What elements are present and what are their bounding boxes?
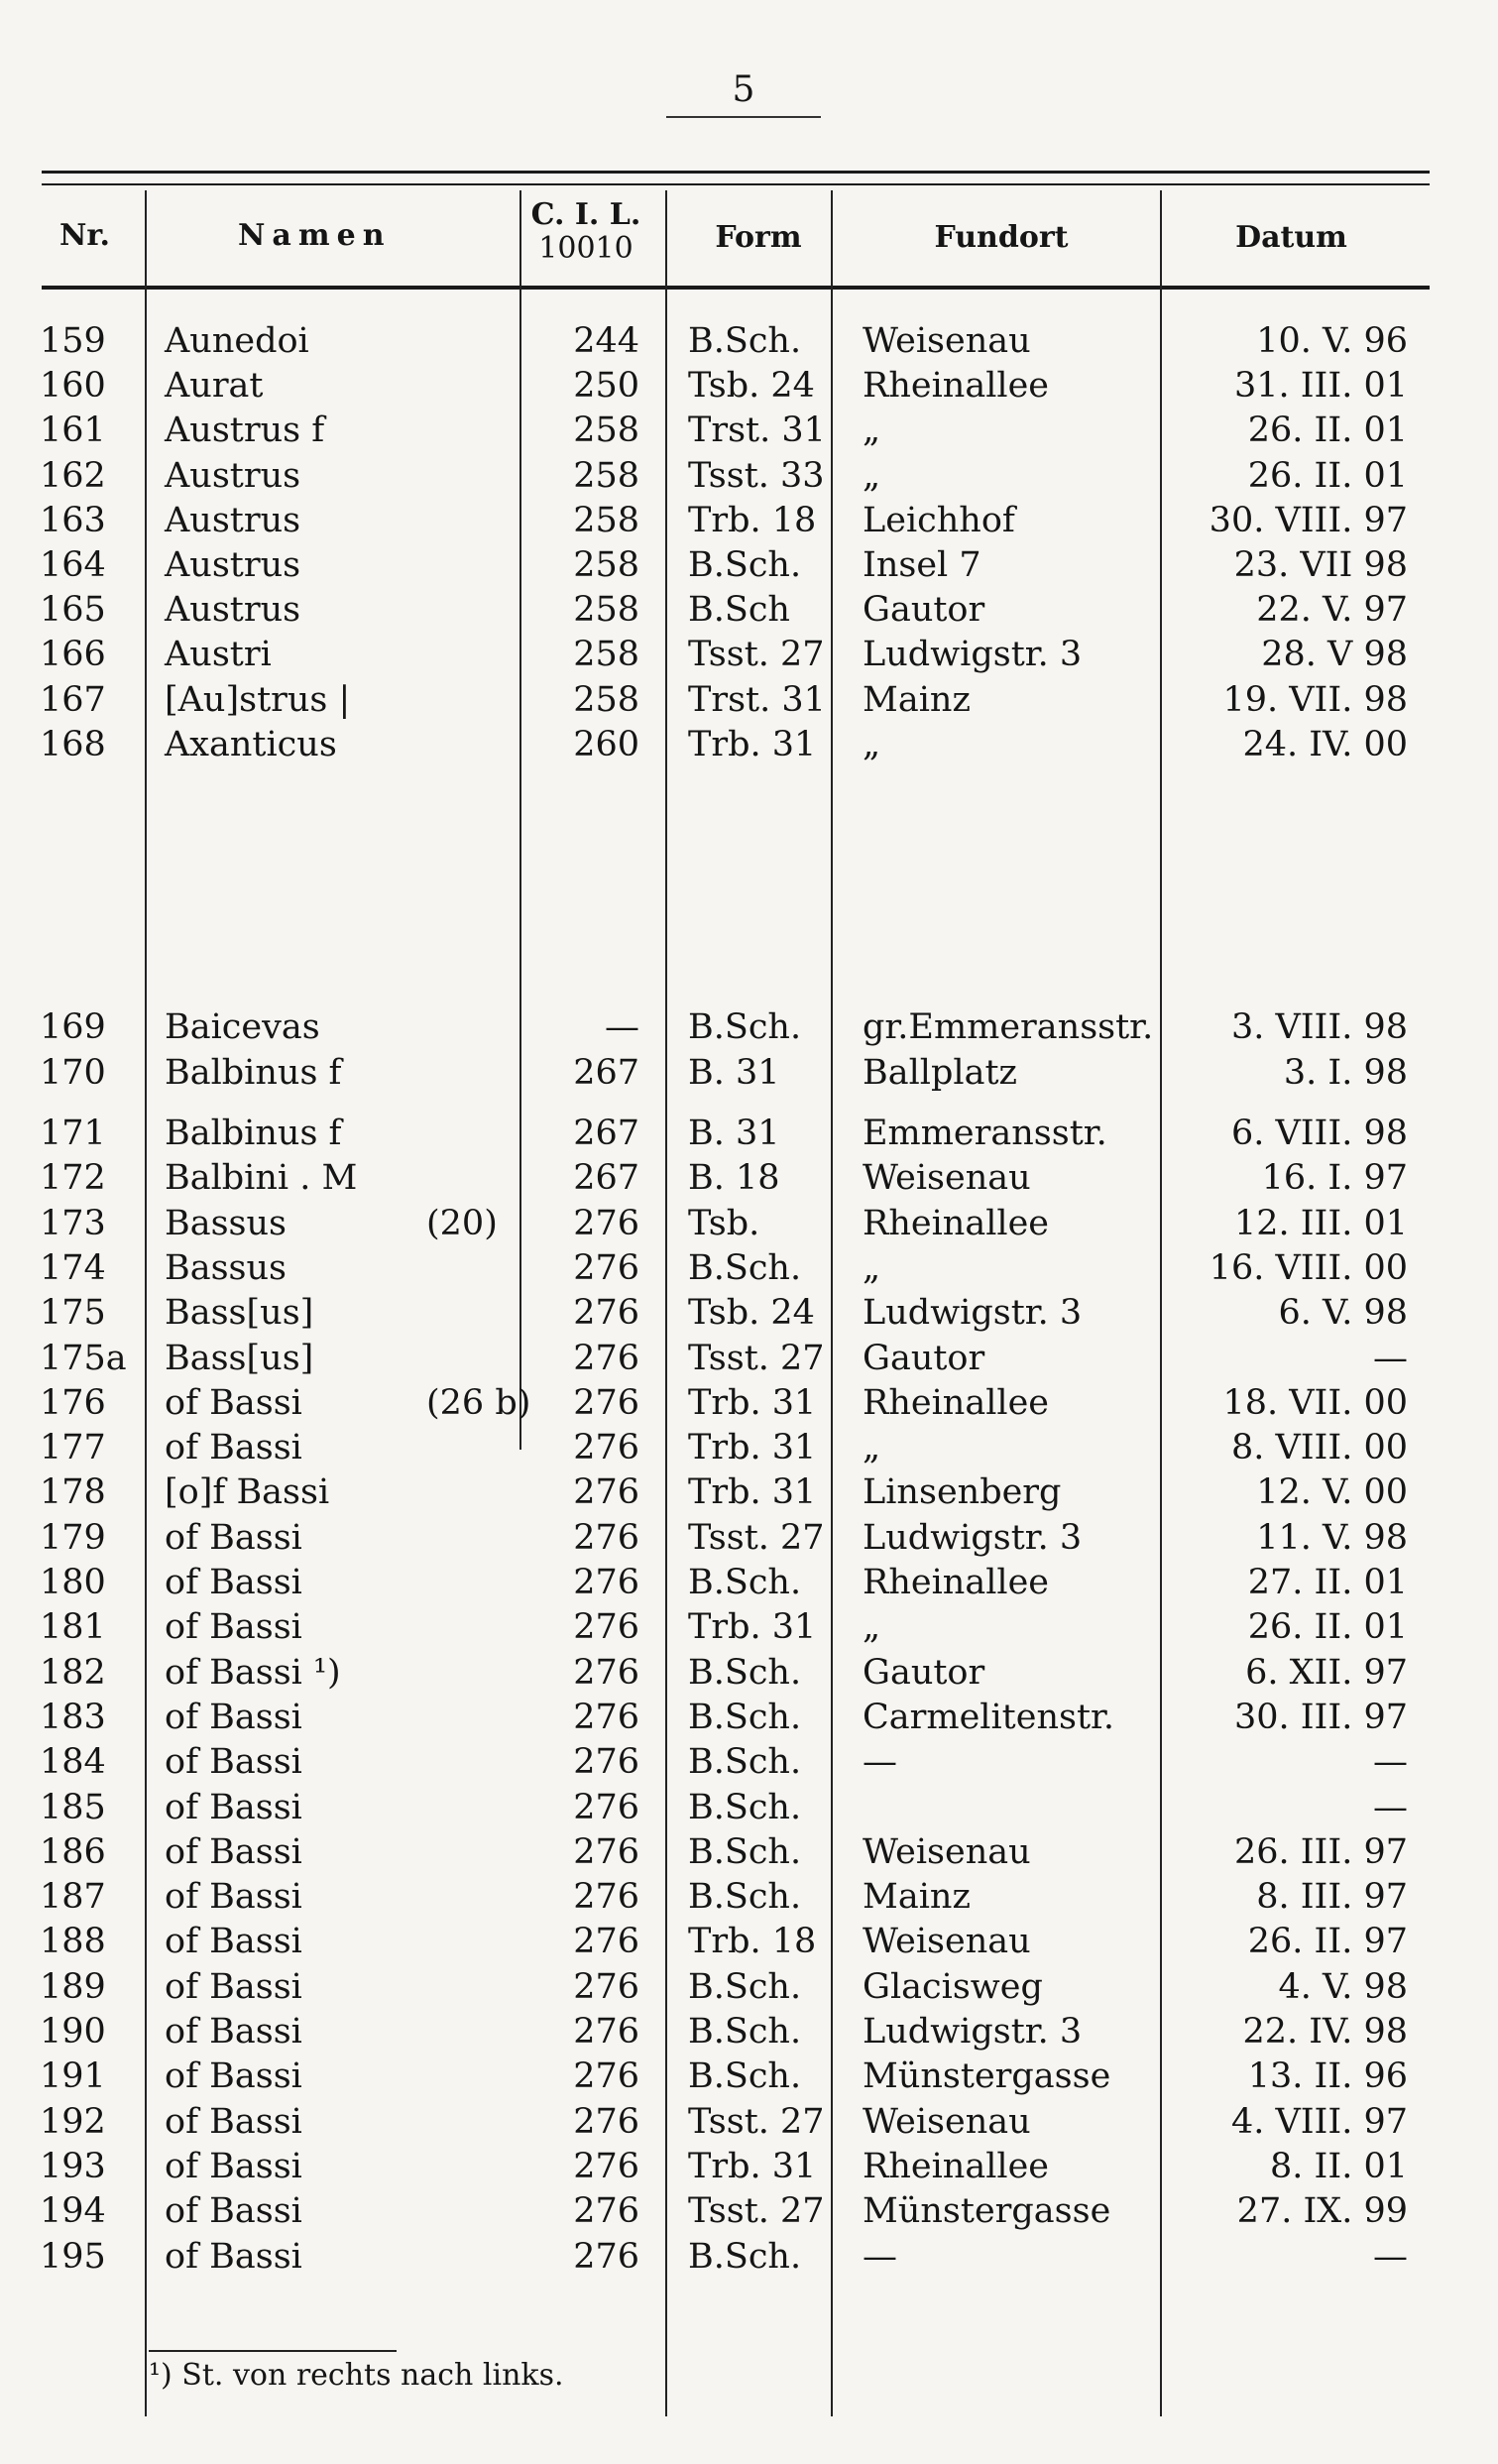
row-datum: — <box>1373 2237 1408 2277</box>
row-datum: 6. XII. 97 <box>1245 1653 1408 1693</box>
row-name: of Bassi <box>165 1518 302 1558</box>
row-cil: 267 <box>573 1114 639 1153</box>
row-fundort: Weisenau <box>863 321 1031 361</box>
row-cil: 276 <box>573 1383 639 1423</box>
table-row <box>0 1381 1498 1426</box>
row-number: 195 <box>40 2237 106 2277</box>
row-form: Tsst. 27 <box>688 1339 825 1378</box>
row-number: 159 <box>40 321 106 361</box>
row-datum: 22. V. 97 <box>1256 590 1408 630</box>
row-form: Trb. 18 <box>688 1922 817 1961</box>
row-form: B.Sch. <box>688 2237 802 2277</box>
row-fundort: gr.Emmeransstr. <box>863 1007 1154 1047</box>
row-name: of Bassi <box>165 2147 302 2186</box>
row-fundort: Emmeransstr. <box>863 1114 1107 1153</box>
row-datum: 12. III. 01 <box>1233 1204 1408 1243</box>
row-fundort: Ludwigstr. 3 <box>863 2012 1083 2052</box>
row-name: of Bassi <box>165 2237 302 2277</box>
row-number: 186 <box>40 1832 106 1872</box>
row-number: 168 <box>40 725 106 764</box>
row-fundort: Glacisweg <box>863 1967 1043 2007</box>
row-number: 191 <box>40 2056 106 2096</box>
row-name: Bass[us] <box>165 1293 314 1333</box>
row-name: [o]f Bassi <box>165 1472 330 1512</box>
row-fundort: Ludwigstr. 3 <box>863 1518 1083 1558</box>
column-header-cil <box>514 198 658 266</box>
row-number: 193 <box>40 2147 106 2186</box>
row-number: 187 <box>40 1877 106 1917</box>
table-row <box>0 678 1498 723</box>
page-number: 5 <box>732 69 755 110</box>
row-cil: 258 <box>573 635 639 674</box>
row-form: Tsst. 27 <box>688 2102 825 2142</box>
row-cil: 276 <box>573 1518 639 1558</box>
row-datum: 26. II. 01 <box>1247 411 1408 450</box>
row-number: 162 <box>40 456 106 496</box>
row-form: B. 31 <box>688 1053 780 1093</box>
row-name: Aunedoi <box>165 321 309 361</box>
row-number: 177 <box>40 1428 106 1467</box>
row-cil: 276 <box>573 1204 639 1243</box>
table-row <box>0 1005 1498 1050</box>
row-datum: 4. VIII. 97 <box>1230 2102 1408 2142</box>
row-fundort: Weisenau <box>863 1832 1031 1872</box>
table-row <box>0 1202 1498 1246</box>
table-row <box>0 1561 1498 1605</box>
row-form: B.Sch. <box>688 1832 802 1872</box>
row-number: 161 <box>40 411 106 450</box>
row-datum: 8. II. 01 <box>1270 2147 1408 2186</box>
row-datum: 26. II. 01 <box>1247 1607 1408 1647</box>
table-row <box>0 409 1498 453</box>
row-cil: 276 <box>573 1832 639 1872</box>
row-datum: 3. I. 98 <box>1283 1053 1408 1093</box>
table-row <box>0 2235 1498 2280</box>
row-note: (26 b) <box>426 1383 531 1423</box>
table-row <box>0 364 1498 409</box>
row-cil: 276 <box>573 1967 639 2007</box>
row-cil: 276 <box>573 1428 639 1467</box>
row-cil: 258 <box>573 501 639 540</box>
row-fundort: Münstergasse <box>863 2191 1111 2231</box>
row-name: of Bassi <box>165 1428 302 1467</box>
row-number: 181 <box>40 1607 106 1647</box>
cil-volume: 10010 <box>538 231 634 266</box>
row-number: 175 <box>40 1293 106 1333</box>
row-name: of Bassi <box>165 1877 302 1917</box>
row-number: 184 <box>40 1742 106 1782</box>
row-datum: 10. V. 96 <box>1256 321 1408 361</box>
row-cil: 276 <box>573 1563 639 1602</box>
row-datum: 3. VIII. 98 <box>1230 1007 1408 1047</box>
column-header-nr: Nr. <box>59 218 110 253</box>
table-row <box>0 1786 1498 1830</box>
row-number: 192 <box>40 2102 106 2142</box>
row-form: Trb. 31 <box>688 2147 817 2186</box>
row-name: of Bassi <box>165 1967 302 2007</box>
row-cil: 258 <box>573 411 639 450</box>
row-name: of Bassi <box>165 1922 302 1961</box>
row-name: of Bassi <box>165 2012 302 2052</box>
row-datum: 16. VIII. 00 <box>1209 1248 1408 1288</box>
page-number-rule <box>666 116 821 118</box>
row-cil: 260 <box>573 725 639 764</box>
row-cil: 267 <box>573 1053 639 1093</box>
row-cil: 276 <box>573 1698 639 1737</box>
table-row <box>0 499 1498 543</box>
row-datum: 27. IX. 99 <box>1236 2191 1408 2231</box>
row-name: Austrus <box>165 590 301 630</box>
row-form: B.Sch. <box>688 1248 802 1288</box>
table-row <box>0 2145 1498 2189</box>
table-row <box>0 2010 1498 2054</box>
row-cil: 276 <box>573 2237 639 2277</box>
row-cil: 258 <box>573 545 639 585</box>
table-row <box>0 1337 1498 1381</box>
row-fundort: Ballplatz <box>863 1053 1017 1093</box>
table-row <box>0 1156 1498 1201</box>
row-number: 185 <box>40 1788 106 1827</box>
row-name: Aurat <box>165 366 264 406</box>
row-form: Trb. 18 <box>688 501 817 540</box>
row-cil: 276 <box>573 1339 639 1378</box>
table-row <box>0 1920 1498 1964</box>
row-number: 164 <box>40 545 106 585</box>
table-row <box>0 2100 1498 2145</box>
row-datum: 24. IV. 00 <box>1242 725 1408 764</box>
row-datum: 22. IV. 98 <box>1242 2012 1408 2052</box>
row-form: Tsb. 24 <box>688 366 815 406</box>
row-fundort: Gautor <box>863 1653 985 1693</box>
row-number: 175a <box>40 1339 127 1378</box>
row-name: Bass[us] <box>165 1339 314 1378</box>
row-name: of Bassi <box>165 1563 302 1602</box>
row-form: Trb. 31 <box>688 725 817 764</box>
footnote: ¹) St. von rechts nach links. <box>149 2358 564 2393</box>
row-number: 172 <box>40 1158 106 1198</box>
row-form: B.Sch. <box>688 1967 802 2007</box>
row-datum: 23. VII 98 <box>1233 545 1408 585</box>
row-cil: 276 <box>573 1742 639 1782</box>
row-name: Balbinus f <box>165 1053 342 1093</box>
row-fundort: Ludwigstr. 3 <box>863 1293 1083 1333</box>
row-datum: 19. VII. 98 <box>1222 680 1408 720</box>
row-form: Tsb. <box>688 1204 760 1243</box>
row-number: 166 <box>40 635 106 674</box>
column-header-datum: Datum <box>1235 220 1347 255</box>
row-name: Baicevas <box>165 1007 320 1047</box>
row-cil: 276 <box>573 2191 639 2231</box>
row-fundort: Mainz <box>863 680 971 720</box>
row-fundort: Leichhof <box>863 501 1015 540</box>
row-form: Trb. 31 <box>688 1607 817 1647</box>
row-note: (20) <box>426 1204 498 1243</box>
row-number: 173 <box>40 1204 106 1243</box>
row-cil: 276 <box>573 1607 639 1647</box>
row-form: Trb. 31 <box>688 1428 817 1467</box>
table-row <box>0 1291 1498 1336</box>
row-cil: 276 <box>573 1788 639 1827</box>
row-number: 174 <box>40 1248 106 1288</box>
row-cil: 276 <box>573 1293 639 1333</box>
row-fundort: Rheinallee <box>863 1204 1050 1243</box>
column-header-fundort: Fundort <box>934 220 1069 255</box>
row-form: B.Sch. <box>688 1788 802 1827</box>
row-form: B. 31 <box>688 1114 780 1153</box>
table-row <box>0 543 1498 588</box>
row-number: 182 <box>40 1653 106 1693</box>
row-fundort: „ <box>863 456 881 496</box>
row-number: 178 <box>40 1472 106 1512</box>
row-fundort: Rheinallee <box>863 1563 1050 1602</box>
row-form: B. 18 <box>688 1158 780 1198</box>
row-fundort: Rheinallee <box>863 2147 1050 2186</box>
table-row <box>0 2189 1498 2234</box>
row-datum: 11. V. 98 <box>1256 1518 1408 1558</box>
row-fundort: Weisenau <box>863 1922 1031 1961</box>
row-name: of Bassi <box>165 2102 302 2142</box>
row-cil: 276 <box>573 1877 639 1917</box>
row-cil: 276 <box>573 1922 639 1961</box>
table-row <box>0 1470 1498 1515</box>
row-cil: 250 <box>573 366 639 406</box>
table-row <box>0 1051 1498 1096</box>
table-top-rule <box>42 171 1430 174</box>
row-cil: 276 <box>573 1248 639 1288</box>
row-form: B.Sch. <box>688 1007 802 1047</box>
table-row <box>0 723 1498 767</box>
table-row <box>0 1875 1498 1920</box>
row-datum: 18. VII. 00 <box>1222 1383 1408 1423</box>
row-name: of Bassi <box>165 2191 302 2231</box>
row-fundort: Ludwigstr. 3 <box>863 635 1083 674</box>
row-cil: 258 <box>573 680 639 720</box>
column-header-namen: Namen <box>238 218 392 253</box>
row-form: B.Sch. <box>688 1698 802 1737</box>
row-datum: 26. II. 01 <box>1247 456 1408 496</box>
row-name: Axanticus <box>165 725 337 764</box>
row-cil: 276 <box>573 2056 639 2096</box>
row-datum: 6. V. 98 <box>1278 1293 1408 1333</box>
row-fundort: Gautor <box>863 590 985 630</box>
row-fundort: Insel 7 <box>863 545 981 585</box>
table-row <box>0 1112 1498 1156</box>
row-name: Balbini . M <box>165 1158 358 1198</box>
row-fundort: „ <box>863 1248 881 1288</box>
row-datum: 26. III. 97 <box>1233 1832 1408 1872</box>
table-row <box>0 2054 1498 2099</box>
row-name: Austrus <box>165 545 301 585</box>
row-datum: 16. I. 97 <box>1261 1158 1408 1198</box>
row-cil: 267 <box>573 1158 639 1198</box>
row-cil: 258 <box>573 456 639 496</box>
row-number: 160 <box>40 366 106 406</box>
row-form: B.Sch. <box>688 1877 802 1917</box>
row-fundort: Gautor <box>863 1339 985 1378</box>
row-datum: 13. II. 96 <box>1247 2056 1408 2096</box>
row-fundort: „ <box>863 1428 881 1467</box>
row-number: 179 <box>40 1518 106 1558</box>
row-number: 176 <box>40 1383 106 1423</box>
row-form: B.Sch. <box>688 1742 802 1782</box>
row-number: 165 <box>40 590 106 630</box>
row-form: B.Sch. <box>688 2056 802 2096</box>
table-row <box>0 1605 1498 1650</box>
row-form: Tsst. 33 <box>688 456 825 496</box>
row-datum: 8. III. 97 <box>1256 1877 1408 1917</box>
row-fundort: Weisenau <box>863 2102 1031 2142</box>
row-datum: 27. II. 01 <box>1247 1563 1408 1602</box>
row-fundort: — <box>863 1742 897 1782</box>
row-fundort: Weisenau <box>863 1158 1031 1198</box>
row-number: 183 <box>40 1698 106 1737</box>
row-fundort: Rheinallee <box>863 366 1050 406</box>
header-bottom-rule <box>42 286 1430 290</box>
row-number: 190 <box>40 2012 106 2052</box>
table-row <box>0 1516 1498 1561</box>
table-row <box>0 1696 1498 1740</box>
row-form: B.Sch. <box>688 321 802 361</box>
table-row <box>0 1651 1498 1696</box>
row-datum: — <box>1373 1742 1408 1782</box>
row-cil: 276 <box>573 1653 639 1693</box>
row-name: Austrus <box>165 501 301 540</box>
row-cil: 276 <box>573 2012 639 2052</box>
row-form: Trb. 31 <box>688 1472 817 1512</box>
row-number: 169 <box>40 1007 106 1047</box>
row-fundort: — <box>863 2237 897 2277</box>
table-row <box>0 588 1498 633</box>
row-number: 188 <box>40 1922 106 1961</box>
row-datum: 30. III. 97 <box>1233 1698 1408 1737</box>
table-top-rule-thin <box>42 183 1430 185</box>
row-cil: 276 <box>573 2147 639 2186</box>
row-name: Austri <box>165 635 272 674</box>
row-name: of Bassi <box>165 1832 302 1872</box>
row-datum: 28. V 98 <box>1261 635 1408 674</box>
row-fundort: „ <box>863 1607 881 1647</box>
row-fundort: Mainz <box>863 1877 971 1917</box>
row-form: Trst. 31 <box>688 411 826 450</box>
row-name: Bassus <box>165 1248 288 1288</box>
row-datum: 6. VIII. 98 <box>1230 1114 1408 1153</box>
row-number: 163 <box>40 501 106 540</box>
row-datum: 4. V. 98 <box>1278 1967 1408 2007</box>
row-name: of Bassi <box>165 1788 302 1827</box>
row-cil: 244 <box>573 321 639 361</box>
row-name: Bassus <box>165 1204 288 1243</box>
row-form: Tsst. 27 <box>688 2191 825 2231</box>
row-number: 170 <box>40 1053 106 1093</box>
row-fundort: Münstergasse <box>863 2056 1111 2096</box>
row-number: 180 <box>40 1563 106 1602</box>
row-cil: 276 <box>573 2102 639 2142</box>
table-row <box>0 319 1498 364</box>
row-number: 194 <box>40 2191 106 2231</box>
row-form: Trst. 31 <box>688 680 826 720</box>
row-cil: — <box>605 1007 639 1047</box>
row-name: [Au]strus | <box>165 680 351 720</box>
row-form: B.Sch. <box>688 2012 802 2052</box>
row-datum: 31. III. 01 <box>1233 366 1408 406</box>
row-datum: 8. VIII. 00 <box>1230 1428 1408 1467</box>
row-name: of Bassi ¹) <box>165 1653 341 1693</box>
row-fundort: „ <box>863 411 881 450</box>
row-name: of Bassi <box>165 1607 302 1647</box>
row-fundort: Rheinallee <box>863 1383 1050 1423</box>
cil-label: C. I. L. <box>530 197 641 232</box>
row-number: 189 <box>40 1967 106 2007</box>
table-row <box>0 1830 1498 1875</box>
row-form: B.Sch. <box>688 545 802 585</box>
row-form: Tsb. 24 <box>688 1293 815 1333</box>
row-cil: 276 <box>573 1472 639 1512</box>
row-name: of Bassi <box>165 1742 302 1782</box>
row-number: 167 <box>40 680 106 720</box>
row-form: B.Sch <box>688 590 790 630</box>
row-form: B.Sch. <box>688 1653 802 1693</box>
table-row <box>0 1246 1498 1291</box>
row-fundort: „ <box>863 725 881 764</box>
table-row <box>0 1740 1498 1785</box>
row-datum: — <box>1373 1788 1408 1827</box>
row-fundort: Carmelitenstr. <box>863 1698 1115 1737</box>
row-form: Tsst. 27 <box>688 635 825 674</box>
row-name: Austrus <box>165 456 301 496</box>
row-form: Trb. 31 <box>688 1383 817 1423</box>
row-cil: 258 <box>573 590 639 630</box>
row-name: of Bassi <box>165 1698 302 1737</box>
row-form: Tsst. 27 <box>688 1518 825 1558</box>
row-datum: 12. V. 00 <box>1256 1472 1408 1512</box>
row-number: 171 <box>40 1114 106 1153</box>
row-name: Balbinus f <box>165 1114 342 1153</box>
table-row <box>0 633 1498 677</box>
row-name: of Bassi <box>165 2056 302 2096</box>
row-datum: 26. II. 97 <box>1247 1922 1408 1961</box>
table-row <box>0 454 1498 499</box>
row-datum: — <box>1373 1339 1408 1378</box>
row-fundort: Linsenberg <box>863 1472 1062 1512</box>
column-header-form: Form <box>715 220 802 255</box>
row-form: B.Sch. <box>688 1563 802 1602</box>
row-name: of Bassi <box>165 1383 302 1423</box>
table-row <box>0 1965 1498 2010</box>
row-name: Austrus f <box>165 411 325 450</box>
table-row <box>0 1426 1498 1470</box>
footnote-rule <box>149 2350 397 2352</box>
row-datum: 30. VIII. 97 <box>1209 501 1408 540</box>
